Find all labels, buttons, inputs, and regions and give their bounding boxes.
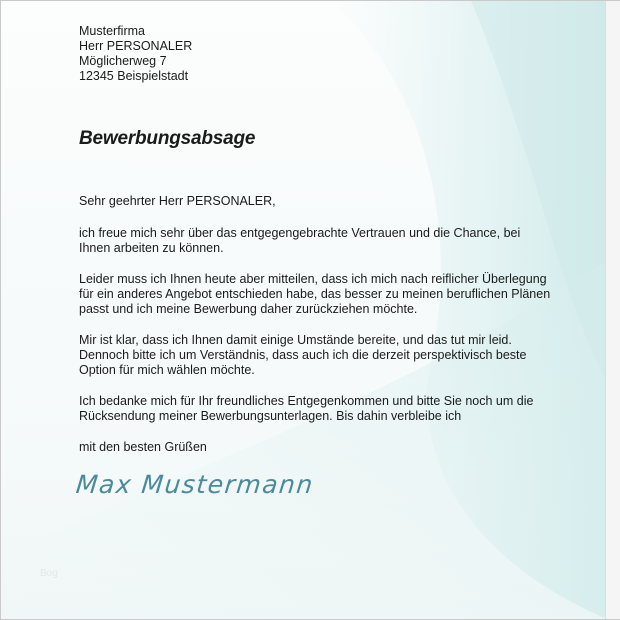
letter-body: [79, 194, 579, 455]
svg-text:Max Mustermann: Max Mustermann: [75, 470, 316, 499]
paragraph-4: [79, 394, 579, 424]
watermark-text: Bog: [40, 568, 58, 579]
closing-phrase: mit den besten Grüßen: [79, 440, 207, 454]
paragraph-line: Ich bedanke mich für Ihr freundliches Entgegenkommen und bitte Sie noch um die: [79, 394, 534, 408]
paragraph-line: ich freue mich sehr über das entgegengebrachte Vertrauen und die Chance, bei: [79, 226, 521, 240]
paragraph-line: Rücksendung meiner Bewerbungsunterlagen. Bis dahin verbleibe ich: [79, 409, 462, 423]
paragraph-1: [79, 226, 579, 256]
sender-street: Möglicherweg 7: [79, 54, 167, 68]
handwritten-signature: [75, 457, 395, 507]
sender-name: Herr PERSONALER: [79, 39, 193, 53]
letter-page: [1, 1, 607, 619]
salutation: Sehr geehrter Herr PERSONALER,: [79, 194, 276, 208]
sender-city: 12345 Beispielstadt: [79, 69, 189, 83]
paragraph-line: passt und ich meine Bewerbung daher zurückziehen möchte.: [79, 302, 418, 316]
sender-address: [79, 24, 192, 84]
page-edge-shadow: [605, 1, 620, 619]
paragraph-2: [79, 272, 579, 317]
paragraph-line: Option für mich wählen möchte.: [79, 363, 255, 377]
letter-subject: Bewerbungsabsage: [79, 128, 256, 149]
paragraph-line: Leider muss ich Ihnen heute aber mitteilen, dass ich mich nach reiflicher Überlegung: [79, 272, 547, 286]
paragraph-line: Ihnen arbeiten zu können.: [79, 241, 224, 255]
paragraph-line: Mir ist klar, dass ich Ihnen damit einige Umstände bereite, und das tut mir leid.: [79, 333, 512, 347]
sender-company: Musterfirma: [79, 24, 145, 38]
paragraph-line: Dennoch bitte ich um Verständnis, dass auch ich die derzeit perspektivisch beste: [79, 348, 527, 362]
paragraph-3: [79, 333, 579, 378]
paragraph-line: für ein anderes Angebot entschieden habe, das besser zu meinen beruflichen Plänen: [79, 287, 551, 301]
